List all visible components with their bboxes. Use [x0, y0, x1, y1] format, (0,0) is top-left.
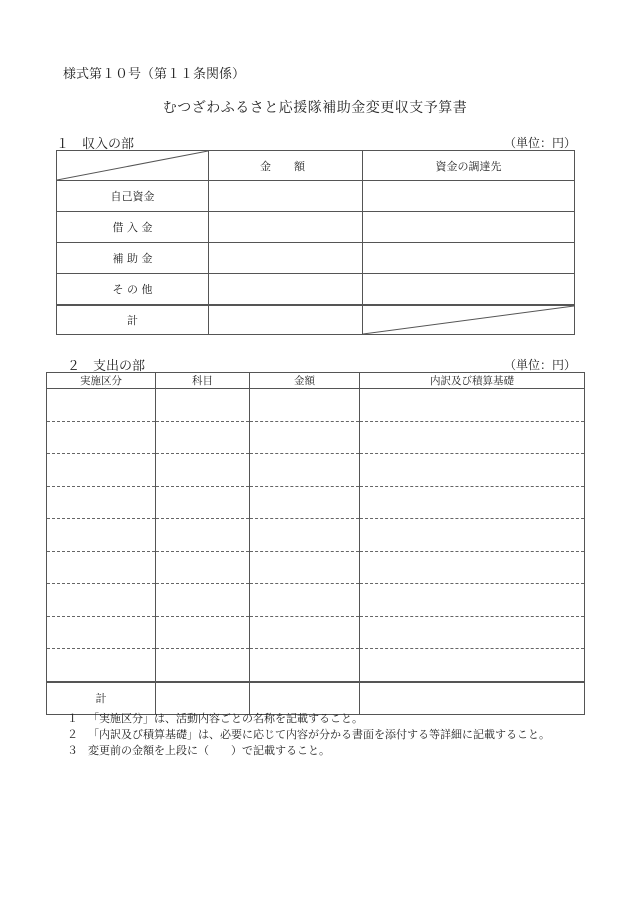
income-row-label: 借 入 金 [57, 212, 209, 243]
expense-cell[interactable] [360, 551, 585, 584]
income-amount-cell[interactable] [209, 243, 363, 274]
expense-cell[interactable] [360, 389, 585, 422]
expense-cell[interactable] [250, 421, 360, 454]
expense-cell[interactable] [250, 486, 360, 519]
expense-cell[interactable] [156, 421, 250, 454]
note-number: １ [67, 712, 78, 725]
expense-cell[interactable] [360, 649, 585, 682]
income-total-amount-cell[interactable] [209, 305, 363, 335]
expense-cell[interactable] [47, 584, 156, 617]
expense-row [47, 584, 585, 617]
expense-cell[interactable] [360, 519, 585, 552]
income-table [56, 150, 575, 335]
income-unit-label: （単位：円） [503, 136, 576, 150]
expense-cell[interactable] [360, 584, 585, 617]
expense-cell[interactable] [47, 389, 156, 422]
expense-cell[interactable] [360, 616, 585, 649]
expense-section-heading: ２ 支出の部 [67, 359, 146, 374]
income-row-label: 補 助 金 [57, 243, 209, 274]
income-amount-cell[interactable] [209, 212, 363, 243]
expense-cell[interactable] [47, 486, 156, 519]
expense-cell[interactable] [156, 519, 250, 552]
income-source-cell[interactable] [363, 181, 575, 212]
expense-cell[interactable] [156, 551, 250, 584]
income-amount-cell[interactable] [209, 181, 363, 212]
expense-cell[interactable] [156, 389, 250, 422]
income-row-label: 自己資金 [57, 181, 209, 212]
expense-cell[interactable] [360, 454, 585, 487]
expense-cell[interactable] [250, 649, 360, 682]
expense-row [47, 486, 585, 519]
note-item [67, 727, 550, 743]
expense-cell[interactable] [47, 421, 156, 454]
income-amount-cell[interactable] [209, 274, 363, 306]
note-item [67, 743, 550, 759]
note-item [67, 711, 550, 727]
note-text: 「実施区分」は、活動内容ごとの名称を記載すること。 [88, 712, 363, 725]
income-total-row [57, 305, 575, 335]
note-text: 変更前の金額を上段に（ ）で記載すること。 [88, 744, 330, 757]
income-row [57, 274, 575, 306]
expense-cell[interactable] [250, 551, 360, 584]
income-source-cell[interactable] [363, 243, 575, 274]
expense-total-cell[interactable] [156, 682, 250, 715]
expense-header-item: 科目 [156, 373, 250, 389]
income-header-amount: 金 額 [209, 151, 363, 181]
diagonal-line [363, 306, 574, 334]
expense-row [47, 389, 585, 422]
expense-row [47, 551, 585, 584]
income-row [57, 243, 575, 274]
expense-unit-label: （単位：円） [503, 358, 576, 372]
expense-header-breakdown: 内訳及び積算基礎 [360, 373, 585, 389]
expense-row [47, 649, 585, 682]
expense-cell[interactable] [250, 519, 360, 552]
expense-cell[interactable] [156, 649, 250, 682]
expense-cell[interactable] [47, 519, 156, 552]
expense-cell[interactable] [360, 486, 585, 519]
expense-header-category: 実施区分 [47, 373, 156, 389]
income-row-label: そ の 他 [57, 274, 209, 306]
expense-cell[interactable] [250, 389, 360, 422]
expense-cell[interactable] [250, 616, 360, 649]
expense-row [47, 616, 585, 649]
expense-total-cell[interactable] [250, 682, 360, 715]
expense-total-row [47, 682, 585, 715]
expense-total-cell[interactable] [360, 682, 585, 715]
expense-cell[interactable] [250, 454, 360, 487]
notes-list [67, 711, 550, 759]
expense-row [47, 421, 585, 454]
income-source-cell[interactable] [363, 274, 575, 306]
diagonal-line [57, 151, 208, 180]
note-text: 「内訳及び積算基礎」は、必要に応じて内容が分かる書面を添付する等詳細に記載すること。 [88, 728, 550, 741]
expense-cell[interactable] [156, 584, 250, 617]
note-number: ２ [67, 728, 78, 741]
expense-cell[interactable] [47, 454, 156, 487]
income-source-cell[interactable] [363, 212, 575, 243]
expense-row [47, 454, 585, 487]
expense-cell[interactable] [156, 486, 250, 519]
expense-table [46, 372, 585, 715]
expense-cell[interactable] [250, 584, 360, 617]
income-total-source-cell [363, 305, 575, 335]
income-row [57, 212, 575, 243]
expense-cell[interactable] [47, 551, 156, 584]
income-corner-cell [57, 151, 209, 181]
expense-total-label: 計 [47, 682, 156, 715]
income-row [57, 181, 575, 212]
expense-cell[interactable] [360, 421, 585, 454]
document-title: むつざわふるさと応援隊補助金変更収支予算書 [162, 100, 468, 116]
expense-cell[interactable] [47, 616, 156, 649]
expense-cell[interactable] [156, 454, 250, 487]
expense-header-row [47, 373, 585, 389]
income-section-heading: １ 収入の部 [56, 137, 135, 152]
expense-row [47, 519, 585, 552]
expense-cell[interactable] [47, 649, 156, 682]
income-header-source: 資金の調達先 [363, 151, 575, 181]
income-total-label: 計 [57, 305, 209, 335]
note-number: ３ [67, 744, 78, 757]
form-number: 様式第１０号（第１１条関係） [63, 67, 246, 82]
expense-cell[interactable] [156, 616, 250, 649]
expense-header-amount: 金額 [250, 373, 360, 389]
